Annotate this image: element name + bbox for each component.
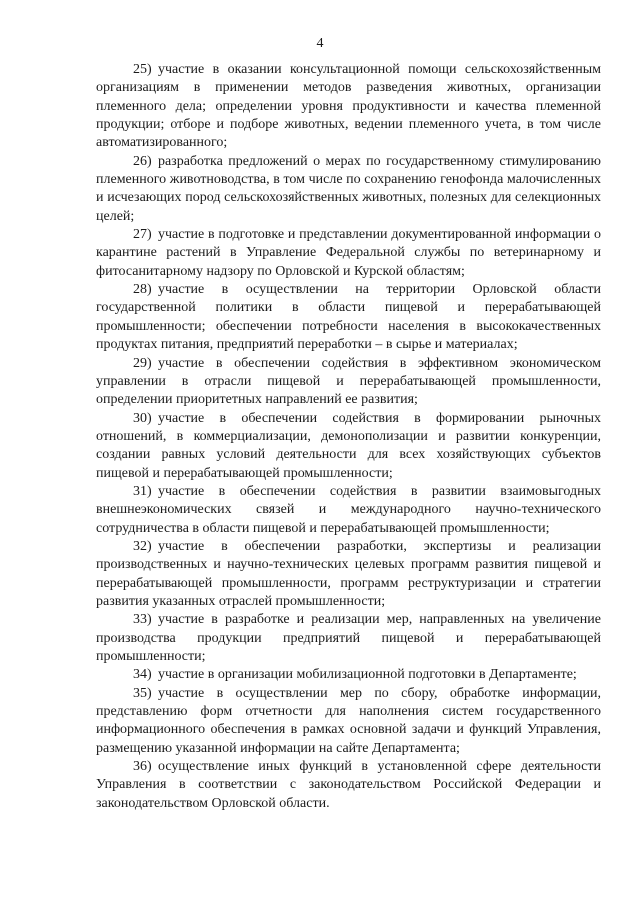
paragraph-31 bbox=[96, 483, 601, 538]
item-number: 29) bbox=[133, 355, 152, 371]
paragraph-25 bbox=[96, 61, 601, 153]
item-text: участие в оказании консультационной помощи сельскохозяйственным организациям в применении методов разведения животных, организации племенного дела; определении уровня продуктивности и качества племенной продукции; отборе и подборе животных, ведении племенного учета, в том числе автоматизированного; bbox=[96, 62, 601, 151]
item-number: 27) bbox=[133, 227, 152, 243]
item-text: участие в обеспечении содействия в эффективном экономическом управлении в отрасли пищевой и перерабатывающей промышленности, определении приоритетных направлений ее развития; bbox=[96, 355, 601, 408]
item-text: участие в подготовке и представлении документированной информации о карантине растений в Управление Федеральной службы по ветеринарному и фитосанитарному надзору по Орловской и Курской областям; bbox=[96, 227, 601, 279]
paragraph-29 bbox=[96, 355, 601, 410]
paragraph-33 bbox=[96, 611, 601, 666]
document-body bbox=[96, 61, 601, 813]
item-number: 25) bbox=[133, 62, 152, 77]
item-text: участие в обеспечении разработки, экспертизы и реализации производственных и научно-технических целевых программ развития пищевой и перерабатывающей промышленности, программ реструктуризации и стратегии развития указанных отраслей промышленности; bbox=[96, 538, 601, 609]
item-text: участие в разработке и реализации мер, направленных на увеличение производства продукции предприятий пищевой и перерабатывающей промышленности; bbox=[96, 612, 601, 664]
paragraph-32 bbox=[96, 538, 601, 611]
item-text: участие в осуществлении на территории Орловской области государственной политики в области пищевой и перерабатывающей промышленности; обеспечении потребности населения в высококачественных продуктах питания, предприятий переработки – в сырье и материалах; bbox=[96, 282, 601, 353]
item-text: участие в обеспечении содействия в развитии взаимовыгодных внешнеэкономических связей и международного научно-технического сотрудничества в области пищевой и перерабатывающей промышленности; bbox=[96, 483, 601, 536]
paragraph-28 bbox=[96, 281, 601, 354]
item-text: участие в осуществлении мер по сбору, обработке информации, представлению форм отчетности для наполнения систем государственного информационного обеспечения в рамках основной задачи и функций Управления, размещению указанной информации на сайте Департамента; bbox=[96, 685, 601, 756]
item-number: 30) bbox=[133, 410, 152, 426]
paragraph-35 bbox=[96, 685, 601, 758]
item-text: разработка предложений о мерах по государственному стимулированию племенного животноводства, в том числе по сохранению генофонда малочисленных и исчезающих пород сельскохозяйственных животных, полезных для селекционных целей; bbox=[96, 153, 601, 224]
item-number: 35) bbox=[133, 685, 152, 701]
item-number: 32) bbox=[133, 538, 152, 554]
paragraph-34 bbox=[96, 666, 601, 684]
paragraph-27 bbox=[96, 226, 601, 281]
item-number: 36) bbox=[133, 759, 152, 775]
paragraph-30 bbox=[96, 410, 601, 483]
item-number: 28) bbox=[133, 282, 152, 298]
item-number: 26) bbox=[133, 153, 152, 169]
item-text: участие в обеспечении содействия в формировании рыночных отношений, в коммерциализации, демонополизации и развитии конкуренции, создании равных условий деятельности для всех хозяйствующих субъектов пищевой и перерабатывающей промышленности; bbox=[96, 410, 601, 481]
page-number: 4 bbox=[316, 36, 324, 51]
item-text: осуществление иных функций в установленной сфере деятельности Управления в соответствии с законодательством Российской Федерации и законодательством Орловской области. bbox=[96, 759, 601, 811]
item-text: участие в организации мобилизационной подготовки в Департаменте; bbox=[157, 667, 577, 683]
item-number: 34) bbox=[133, 667, 152, 683]
paragraph-36 bbox=[96, 758, 601, 813]
item-number: 33) bbox=[133, 612, 152, 628]
item-number: 31) bbox=[133, 483, 152, 499]
paragraph-26 bbox=[96, 153, 601, 226]
